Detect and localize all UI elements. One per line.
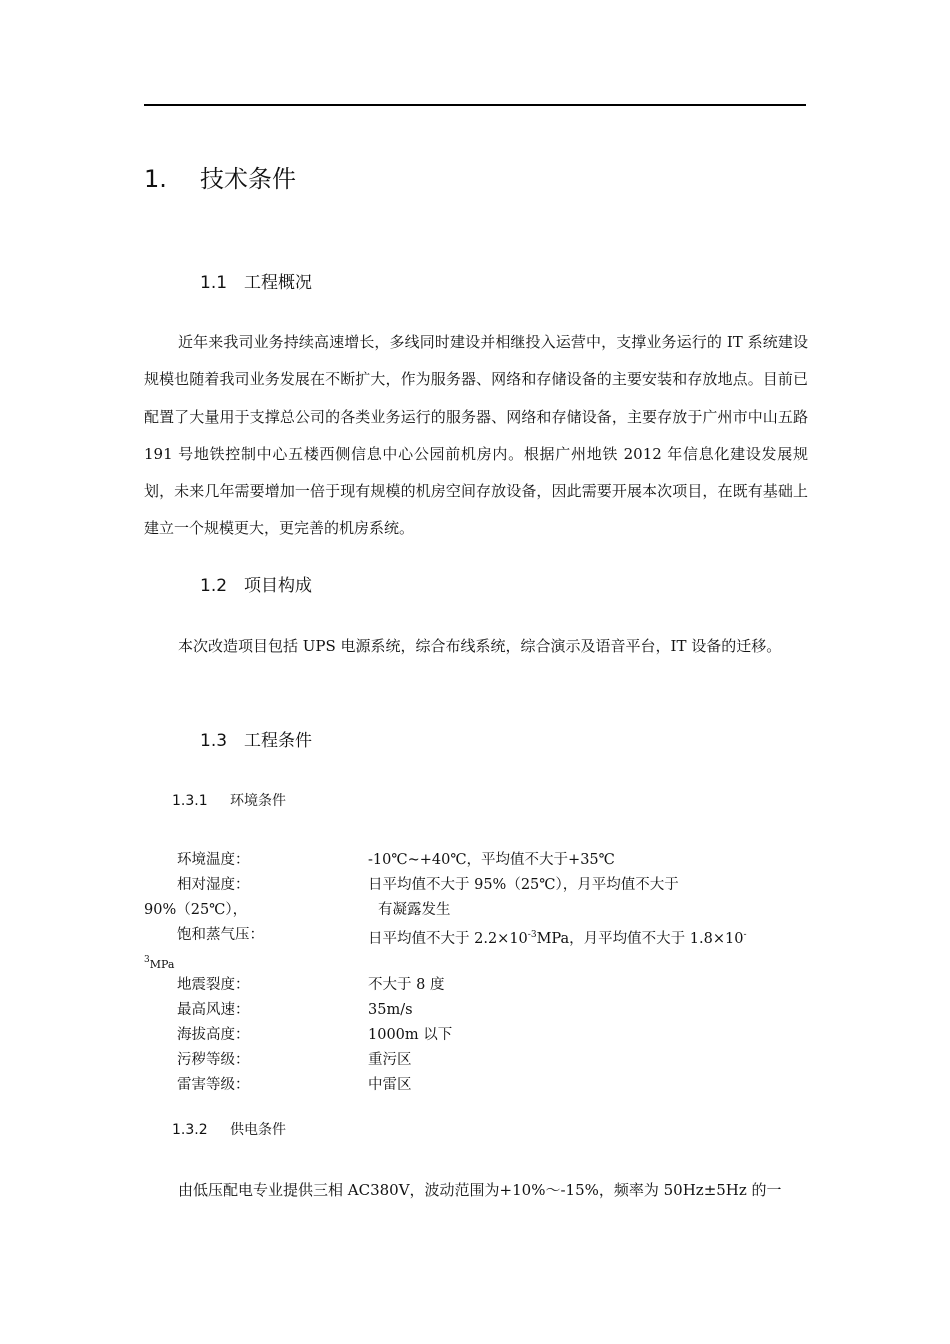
section-number: 1.3.2 <box>172 1122 208 1138</box>
env-vapor-cont-unit: MPa <box>149 958 175 971</box>
env-quake-value: 不大于 8 度 <box>368 977 445 993</box>
env-quake-label: 地震裂度： <box>177 977 250 993</box>
paragraph-power-supply: 由低压配电专业提供三相 AC380V，波动范围为+10%～-15%，频率为 50Hz±5Hz 的一 <box>178 1181 782 1199</box>
section-heading-1-3-1 <box>172 791 286 811</box>
section-number: 1. <box>144 165 167 193</box>
section-number: 1.3.1 <box>172 793 208 809</box>
env-vapor-label: 饱和蒸气压： <box>177 927 264 943</box>
section-heading-1-3 <box>200 729 312 753</box>
env-humidity-continuation-2: 有凝露发生 <box>378 902 451 918</box>
env-vapor-cont-exponent: 3 <box>144 955 150 965</box>
env-altitude-value: 1000m 以下 <box>368 1027 453 1043</box>
env-wind-value: 35m/s <box>368 1002 413 1018</box>
env-humidity-label: 相对湿度： <box>177 877 250 893</box>
env-humidity-continuation: 90%（25℃）， <box>144 902 248 918</box>
paragraph-overview: 近年来我司业务持续高速增长，多线同时建设并相继投入运营中，支撑业务运行的 IT 系统建设规模也随着我司业务发展在不断扩大，作为服务器、网络和存储设备的主要安装和存放地点。目前已配置了大量用于支撑总公司的各类业务运行的服务器、网络和存储设备，主要存放于广州市中山五路 191 号地铁控制中心五楼西侧信息中心公园前机房内。根据广州地铁 2012 年信息化建设发展规划，未来几年需要增加一倍于现有规模的机房空间存放设备，因此需要开展本次项目，在既有基础上建立一个规模更大，更完善的机房系统。 <box>144 333 808 538</box>
env-vapor-exponent: -3 <box>527 930 537 940</box>
env-vapor-value <box>368 925 746 949</box>
env-vapor-continuation <box>144 950 174 975</box>
section-title: 技术条件 <box>200 165 296 193</box>
env-pollution-label: 污秽等级： <box>177 1052 250 1068</box>
section-number: 1.3 <box>200 731 228 751</box>
env-lightning-label: 雷害等级： <box>177 1077 250 1093</box>
section-heading-1-1 <box>200 271 312 295</box>
section-title: 工程概况 <box>244 273 312 293</box>
env-temp-label: 环境温度： <box>177 852 250 868</box>
env-vapor-value-b: MPa，月平均值不大于 1.8×10 <box>536 931 744 947</box>
env-humidity-value: 日平均值不大于 95%（25℃），月平均值不大于 <box>368 877 679 893</box>
section-heading-1-3-2 <box>172 1120 286 1140</box>
section-number: 1.2 <box>200 576 228 596</box>
env-pollution-value: 重污区 <box>368 1052 412 1068</box>
header-rule <box>144 104 806 106</box>
env-vapor-exponent-2: - <box>743 930 747 940</box>
env-temp-value: -10℃~+40℃，平均值不大于+35℃ <box>368 852 615 868</box>
section-heading-1-2 <box>200 574 312 598</box>
env-lightning-value: 中雷区 <box>368 1077 412 1093</box>
env-vapor-value-a: 日平均值不大于 2.2×10 <box>368 931 528 947</box>
env-altitude-label: 海拔高度： <box>177 1027 250 1043</box>
section-number: 1.1 <box>200 273 228 293</box>
paragraph-composition: 本次改造项目包括 UPS 电源系统，综合布线系统，综合演示及语音平台，IT 设备的迁移。 <box>178 637 782 655</box>
section-title: 项目构成 <box>244 576 312 596</box>
section-title: 环境条件 <box>230 793 286 809</box>
section-heading-1 <box>144 162 296 196</box>
section-title: 供电条件 <box>230 1122 286 1138</box>
section-title: 工程条件 <box>244 731 312 751</box>
env-wind-label: 最高风速： <box>177 1002 250 1018</box>
